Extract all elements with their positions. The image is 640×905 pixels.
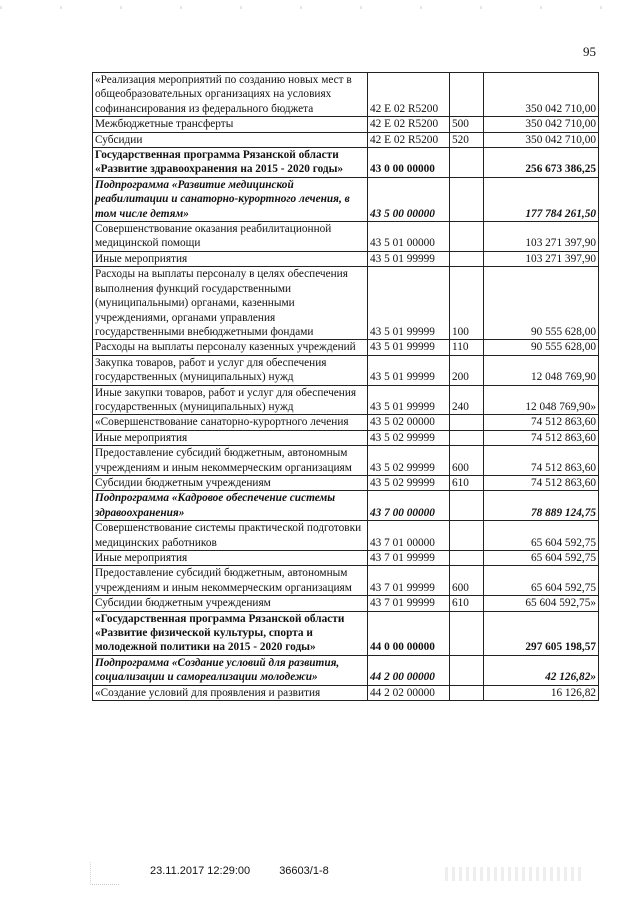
row-name-cell: Предоставление субсидий бюджетным, автономным учреждениям и иным некоммерческим организациям [93, 566, 368, 596]
row-code-cell: 44 0 00 00000 [368, 611, 450, 655]
row-name-cell: Иные мероприятия [93, 251, 368, 266]
table-row [93, 73, 599, 117]
row-type-cell: 500 [450, 117, 484, 132]
table-row [93, 446, 599, 476]
row-type-cell: 600 [450, 566, 484, 596]
row-name-cell: «Совершенствование санаторно-курортного лечения [93, 415, 368, 430]
row-name-cell: Иные мероприятия [93, 551, 368, 566]
table-row [93, 267, 599, 340]
row-amount-cell: 74 512 863,60 [484, 475, 599, 490]
row-name-cell: Иные закупки товаров, работ и услуг для обеспечения государственных (муниципальных) нужд [93, 385, 368, 415]
row-amount-cell: 42 126,82» [484, 655, 599, 685]
row-type-cell [450, 521, 484, 551]
row-code-cell: 44 2 00 00000 [368, 655, 450, 685]
table-row [93, 177, 599, 221]
row-type-cell: 600 [450, 446, 484, 476]
table-row [93, 685, 599, 700]
row-name-cell: Расходы на выплаты персоналу казенных учреждений [93, 340, 368, 355]
row-type-cell: 610 [450, 596, 484, 611]
row-name-cell: Государственная программа Рязанской области «Развитие здравоохранения на 2015 - 2020 годы» [93, 148, 368, 178]
row-type-cell [450, 222, 484, 252]
row-code-cell: 43 5 01 00000 [368, 222, 450, 252]
table-row [93, 148, 599, 178]
row-amount-cell: 90 555 628,00 [484, 267, 599, 340]
row-name-cell: Совершенствование системы практической подготовки медицинских работников [93, 521, 368, 551]
table-row [93, 551, 599, 566]
row-name-cell: Субсидии бюджетным учреждениям [93, 475, 368, 490]
row-type-cell [450, 551, 484, 566]
table-row [93, 132, 599, 147]
row-amount-cell: 297 605 198,57 [484, 611, 599, 655]
table-row [93, 355, 599, 385]
stamp-mark [90, 862, 119, 885]
row-amount-cell: 65 604 592,75 [484, 551, 599, 566]
row-amount-cell: 65 604 592,75 [484, 521, 599, 551]
row-name-cell: Субсидии бюджетным учреждениям [93, 596, 368, 611]
table-row [93, 222, 599, 252]
row-code-cell: 43 0 00 00000 [368, 148, 450, 178]
row-type-cell: 240 [450, 385, 484, 415]
row-amount-cell: 256 673 386,25 [484, 148, 599, 178]
footer-doc-id: 36603/1-8 [279, 865, 329, 877]
row-type-cell [450, 415, 484, 430]
row-code-cell: 43 7 01 99999 [368, 551, 450, 566]
table-row [93, 566, 599, 596]
row-code-cell: 43 5 01 99999 [368, 385, 450, 415]
table-row [93, 385, 599, 415]
row-name-cell: Закупка товаров, работ и услуг для обеспечения государственных (муниципальных) нужд [93, 355, 368, 385]
table-row [93, 415, 599, 430]
row-type-cell: 520 [450, 132, 484, 147]
table-row [93, 655, 599, 685]
scan-noise [445, 867, 585, 881]
row-amount-cell: 74 512 863,60 [484, 415, 599, 430]
row-type-cell [450, 685, 484, 700]
row-name-cell: Межбюджетные трансферты [93, 117, 368, 132]
row-name-cell: «Государственная программа Рязанской области «Развитие физической культуры, спорта и молодежной политики на 2015 - 2020 годы» [93, 611, 368, 655]
row-code-cell: 43 5 02 00000 [368, 415, 450, 430]
row-code-cell: 42 Е 02 R5200 [368, 73, 450, 117]
row-type-cell [450, 430, 484, 445]
row-name-cell: Подпрограмма «Развитие медицинской реабилитации и санаторно-курортного лечения, в том числе детям» [93, 177, 368, 221]
row-amount-cell: 350 042 710,00 [484, 117, 599, 132]
row-amount-cell: 65 604 592,75» [484, 596, 599, 611]
table-row [93, 491, 599, 521]
row-amount-cell: 350 042 710,00 [484, 132, 599, 147]
row-type-cell [450, 611, 484, 655]
row-name-cell: Подпрограмма «Создание условий для развития, социализации и самореализации молодежи» [93, 655, 368, 685]
row-amount-cell: 12 048 769,90» [484, 385, 599, 415]
footer-datetime: 23.11.2017 12:29:00 [150, 865, 251, 877]
row-amount-cell: 177 784 261,50 [484, 177, 599, 221]
footer [150, 865, 329, 877]
row-name-cell: Совершенствование оказания реабилитационной медицинской помощи [93, 222, 368, 252]
row-type-cell: 610 [450, 475, 484, 490]
row-code-cell: 43 5 02 99999 [368, 475, 450, 490]
table-row [93, 596, 599, 611]
row-code-cell: 43 7 01 99999 [368, 596, 450, 611]
row-amount-cell: 90 555 628,00 [484, 340, 599, 355]
row-type-cell [450, 251, 484, 266]
table-row [93, 430, 599, 445]
row-name-cell: Расходы на выплаты персоналу в целях обеспечения выполнения функций государственными (муниципальными) органами, казенными учреждениями, органами управления государственными внебюджетными фондами [93, 267, 368, 340]
row-code-cell: 43 5 02 99999 [368, 430, 450, 445]
row-code-cell: 43 5 02 99999 [368, 446, 450, 476]
row-type-cell: 110 [450, 340, 484, 355]
row-name-cell: Предоставление субсидий бюджетным, автономным учреждениям и иным некоммерческим организациям [93, 446, 368, 476]
row-amount-cell: 74 512 863,60 [484, 430, 599, 445]
row-code-cell: 42 Е 02 R5200 [368, 132, 450, 147]
row-amount-cell: 12 048 769,90 [484, 355, 599, 385]
row-name-cell: Подпрограмма «Кадровое обеспечение системы здравоохранения» [93, 491, 368, 521]
row-amount-cell: 103 271 397,90 [484, 251, 599, 266]
row-code-cell: 43 5 01 99999 [368, 355, 450, 385]
table-row [93, 117, 599, 132]
page-number: 95 [583, 44, 596, 59]
row-type-cell: 200 [450, 355, 484, 385]
row-code-cell: 43 7 00 00000 [368, 491, 450, 521]
row-type-cell [450, 177, 484, 221]
table-row [93, 251, 599, 266]
row-type-cell [450, 491, 484, 521]
row-name-cell: Субсидии [93, 132, 368, 147]
row-amount-cell: 103 271 397,90 [484, 222, 599, 252]
row-code-cell: 43 5 00 00000 [368, 177, 450, 221]
row-type-cell [450, 148, 484, 178]
row-amount-cell: 65 604 592,75 [484, 566, 599, 596]
row-code-cell: 42 Е 02 R5200 [368, 117, 450, 132]
row-name-cell: Иные мероприятия [93, 430, 368, 445]
row-amount-cell: 74 512 863,60 [484, 446, 599, 476]
row-amount-cell: 350 042 710,00 [484, 73, 599, 117]
row-amount-cell: 16 126,82 [484, 685, 599, 700]
scan-edge-noise [0, 6, 640, 9]
row-name-cell: «Реализация мероприятий по созданию новых мест в общеобразовательных организациях на условиях софинансирования из федерального бюджета [93, 73, 368, 117]
row-code-cell: 43 5 01 99999 [368, 340, 450, 355]
table-row [93, 475, 599, 490]
table-row [93, 340, 599, 355]
table-row [93, 521, 599, 551]
row-amount-cell: 78 889 124,75 [484, 491, 599, 521]
row-code-cell: 43 5 01 99999 [368, 251, 450, 266]
row-code-cell: 43 5 01 99999 [368, 267, 450, 340]
table-row [93, 611, 599, 655]
row-type-cell: 100 [450, 267, 484, 340]
row-name-cell: «Создание условий для проявления и развития [93, 685, 368, 700]
row-code-cell: 43 7 01 00000 [368, 521, 450, 551]
budget-table [92, 72, 599, 701]
row-code-cell: 43 7 01 99999 [368, 566, 450, 596]
row-type-cell [450, 655, 484, 685]
row-code-cell: 44 2 02 00000 [368, 685, 450, 700]
row-type-cell [450, 73, 484, 117]
